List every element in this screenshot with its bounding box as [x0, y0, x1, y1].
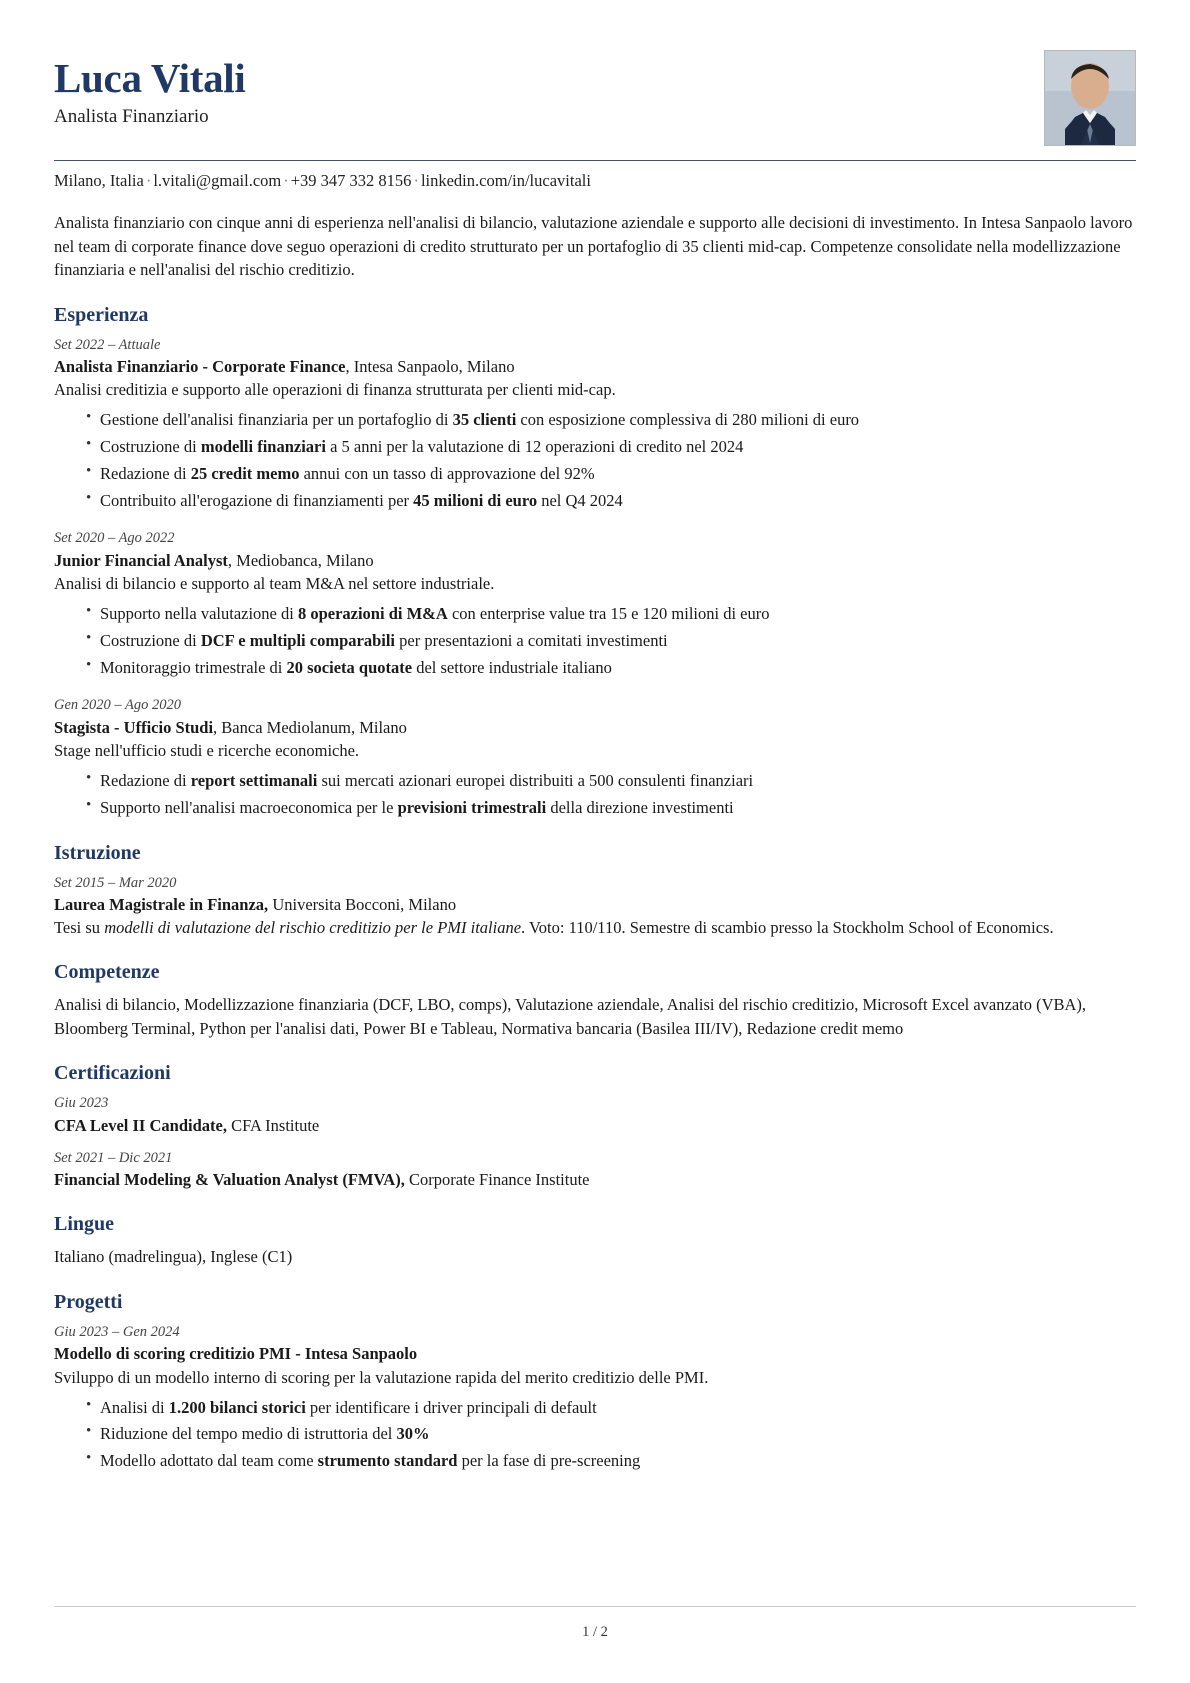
section-languages — [54, 1212, 1136, 1268]
list-item — [86, 1396, 1136, 1420]
project-description: Sviluppo di un modello interno di scoring per la valutazione rapida del merito creditizio delle PMI. — [54, 1367, 709, 1387]
certification-issuer: CFA Institute — [226, 1115, 320, 1135]
bullet-text-tail: con enterprise value tra 15 e 120 milioni di euro — [447, 604, 770, 624]
skills-list: Analisi di bilancio, Modellizzazione finanziaria (DCF, LBO, comps), Valutazione aziendale, Analisi del rischio creditizio, Microsoft Excel avanzato (VBA), Bloomberg Terminal, Python per l'analisi dati, Power BI e Tableau, Normativa bancaria (Basilea III/IV), Redazione credit memo — [54, 995, 1087, 1038]
list-item — [86, 656, 1136, 680]
section-title-languages: Lingue — [54, 1213, 115, 1236]
contact-email[interactable]: l.vitali@gmail.com — [153, 171, 282, 190]
education-entry — [54, 874, 1136, 940]
experience-entry — [54, 529, 1136, 679]
page-number: 1 / 2 — [582, 1624, 608, 1640]
entry-date: Set 2015 – Mar 2020 — [54, 874, 177, 891]
list-item — [86, 489, 1136, 513]
bullet-emphasis: 35 clienti — [452, 410, 517, 430]
bullet-text-tail: per presentazioni a comitati investimenti — [395, 630, 668, 650]
bullet-text: Supporto nella valutazione di — [100, 604, 298, 624]
bullet-text-tail: per identificare i driver principali di default — [305, 1397, 597, 1417]
list-item — [86, 602, 1136, 626]
bullet-emphasis: 8 operazioni di M&A — [297, 604, 448, 624]
entry-title — [54, 1342, 1136, 1365]
entry-date: Set 2020 – Ago 2022 — [54, 530, 175, 547]
bullet-emphasis: DCF e multipli comparabili — [200, 630, 396, 650]
list-item — [86, 769, 1136, 793]
languages-list: Italiano (madrelingua), Inglese (C1) — [54, 1247, 293, 1267]
bullet-emphasis: 1.200 bilanci storici — [168, 1397, 306, 1417]
project-entries — [54, 1323, 1136, 1473]
bullet-text-tail: annui con un tasso di approvazione del 92% — [299, 463, 595, 483]
list-item — [86, 629, 1136, 653]
bullet-text: Redazione di — [100, 771, 191, 791]
header-identity — [54, 48, 245, 129]
contact-line — [54, 170, 1136, 192]
experience-entry — [54, 336, 1136, 513]
experience-entry — [54, 696, 1136, 819]
thesis-details: . Voto: 110/110. Semestre di scambio presso la Stockholm School of Economics. — [521, 918, 1054, 938]
job-role: Stagista - Ufficio Studi — [54, 717, 214, 737]
section-certifications — [54, 1061, 1136, 1191]
bullet-text: Costruzione di — [100, 437, 201, 457]
bullet-text-tail: nel Q4 2024 — [537, 490, 623, 510]
experience-entries — [54, 336, 1136, 820]
bullet-list — [54, 602, 1136, 679]
job-company: , Intesa Sanpaolo, Milano — [345, 357, 515, 377]
education-description — [54, 916, 1136, 939]
job-role: Junior Financial Analyst — [54, 550, 228, 570]
section-title-experience: Esperienza — [54, 303, 149, 326]
section-title-education: Istruzione — [54, 841, 141, 864]
certification-name: CFA Level II Candidate, — [54, 1115, 227, 1135]
bullet-text: Gestione dell'analisi finanziaria per un portafoglio di — [100, 410, 453, 430]
contact-separator: · — [283, 171, 289, 190]
entry-description: Stage nell'ufficio studi e ricerche economiche. — [54, 740, 360, 760]
list-item — [86, 462, 1136, 486]
certification-entry — [54, 1149, 1136, 1192]
bullet-emphasis: strumento standard — [317, 1451, 458, 1471]
bullet-list — [54, 408, 1136, 512]
bullet-emphasis: 45 milioni di euro — [413, 490, 538, 510]
bullet-emphasis: previsioni trimestrali — [397, 797, 547, 817]
job-role: Analista Finanziario - Corporate Finance — [54, 357, 346, 377]
bullet-text: Supporto nell'analisi macroeconomica per le — [100, 797, 398, 817]
entry-description: Analisi di bilancio e supporto al team M&A nel settore industriale. — [54, 573, 495, 593]
section-title-skills: Competenze — [54, 961, 160, 984]
bullet-text-tail: del settore industriale italiano — [412, 657, 612, 677]
header-divider — [54, 160, 1136, 161]
list-item — [86, 408, 1136, 432]
thesis-prefix: Tesi su — [54, 918, 105, 938]
resume-header — [54, 48, 1136, 146]
bullet-text: Redazione di — [100, 463, 191, 483]
entry-title — [54, 1168, 1136, 1191]
entry-date: Set 2021 – Dic 2021 — [54, 1149, 173, 1166]
bullet-emphasis: 30% — [396, 1424, 430, 1444]
certification-entry — [54, 1094, 1136, 1137]
section-title-certifications: Certificazioni — [54, 1062, 171, 1085]
entry-description: Analisi creditizia e supporto alle operazioni di finanza strutturata per clienti mid-cap. — [54, 380, 616, 400]
certification-entries — [54, 1094, 1136, 1191]
bullet-text-tail: per la fase di pre-screening — [457, 1451, 641, 1471]
education-entries — [54, 874, 1136, 940]
bullet-text: Monitoraggio trimestrale di — [100, 657, 287, 677]
section-projects — [54, 1290, 1136, 1473]
section-education — [54, 841, 1136, 940]
section-experience — [54, 303, 1136, 820]
contact-location: Milano, Italia — [54, 171, 144, 190]
profile-photo-icon — [1045, 51, 1135, 145]
bullet-text-tail: a 5 anni per la valutazione di 12 operazioni di credito nel 2024 — [325, 437, 744, 457]
contact-linkedin[interactable]: linkedin.com/in/lucavitali — [420, 171, 591, 190]
footer-divider — [54, 1606, 1136, 1607]
bullet-text-tail: sui mercati azionari europei distribuiti a 500 consulenti finanziari — [317, 771, 754, 791]
bullet-text: Costruzione di — [100, 630, 201, 650]
bullet-text-tail: della direzione investimenti — [546, 797, 734, 817]
bullet-emphasis: 20 societa quotate — [286, 657, 413, 677]
professional-summary: Analista finanziario con cinque anni di esperienza nell'analisi di bilancio, valutazione aziendale e supporto alle decisioni di investimento. In Intesa Sanpaolo lavoro nel team di corporate finance dove seguo operazioni di credito strutturato per un portafoglio di 35 clienti mid-cap. Competenze consolidate nella modellizzazione finanziaria e nell'analisi del rischio creditizio. — [54, 213, 1133, 280]
degree-name: Laurea Magistrale in Finanza, — [54, 895, 269, 915]
list-item — [86, 796, 1136, 820]
certification-issuer: Corporate Finance Institute — [404, 1170, 590, 1190]
entry-date: Set 2022 – Attuale — [54, 336, 161, 353]
entry-title — [54, 1114, 1136, 1137]
bullet-emphasis: report settimanali — [190, 771, 318, 791]
certification-name: Financial Modeling & Valuation Analyst (FMVA), — [54, 1170, 405, 1190]
professional-headline: Analista Finanziario — [54, 106, 209, 128]
bullet-list — [54, 769, 1136, 820]
contact-separator: · — [145, 171, 152, 190]
entry-title — [54, 549, 1136, 572]
avatar — [1044, 50, 1136, 146]
contact-separator: · — [413, 171, 419, 190]
bullet-text: Contribuito all'erogazione di finanziamenti per — [100, 490, 414, 510]
project-entry — [54, 1323, 1136, 1473]
institution-name: Universita Bocconi, Milano — [268, 895, 457, 915]
page-title: Luca Vitali — [54, 55, 246, 101]
bullet-list — [54, 1396, 1136, 1473]
entry-title — [54, 893, 1136, 916]
section-skills — [54, 960, 1136, 1040]
entry-date: Giu 2023 — [54, 1095, 109, 1112]
entry-date: Gen 2020 – Ago 2020 — [54, 697, 182, 714]
list-item — [86, 435, 1136, 459]
project-name: Modello di scoring creditizio PMI - Intesa Sanpaolo — [54, 1344, 418, 1364]
job-company: , Banca Mediolanum, Milano — [213, 717, 407, 737]
list-item — [86, 1422, 1136, 1446]
bullet-emphasis: 25 credit memo — [190, 463, 300, 483]
section-title-projects: Progetti — [54, 1290, 123, 1313]
bullet-text: Analisi di — [100, 1397, 169, 1417]
job-company: , Mediobanca, Milano — [227, 550, 374, 570]
bullet-text: Modello adottato dal team come — [100, 1451, 318, 1471]
entry-date: Giu 2023 – Gen 2024 — [54, 1323, 180, 1340]
thesis-title: modelli di valutazione del rischio creditizio per le PMI italiane — [104, 918, 522, 938]
contact-phone[interactable]: +39 347 332 8156 — [290, 171, 412, 190]
page-footer — [0, 1624, 1190, 1641]
list-item — [86, 1449, 1136, 1473]
bullet-emphasis: modelli finanziari — [200, 437, 326, 457]
entry-title — [54, 716, 1136, 739]
entry-title — [54, 355, 1136, 378]
bullet-text-tail: con esposizione complessiva di 280 milioni di euro — [516, 410, 860, 430]
bullet-text: Riduzione del tempo medio di istruttoria del — [100, 1424, 397, 1444]
